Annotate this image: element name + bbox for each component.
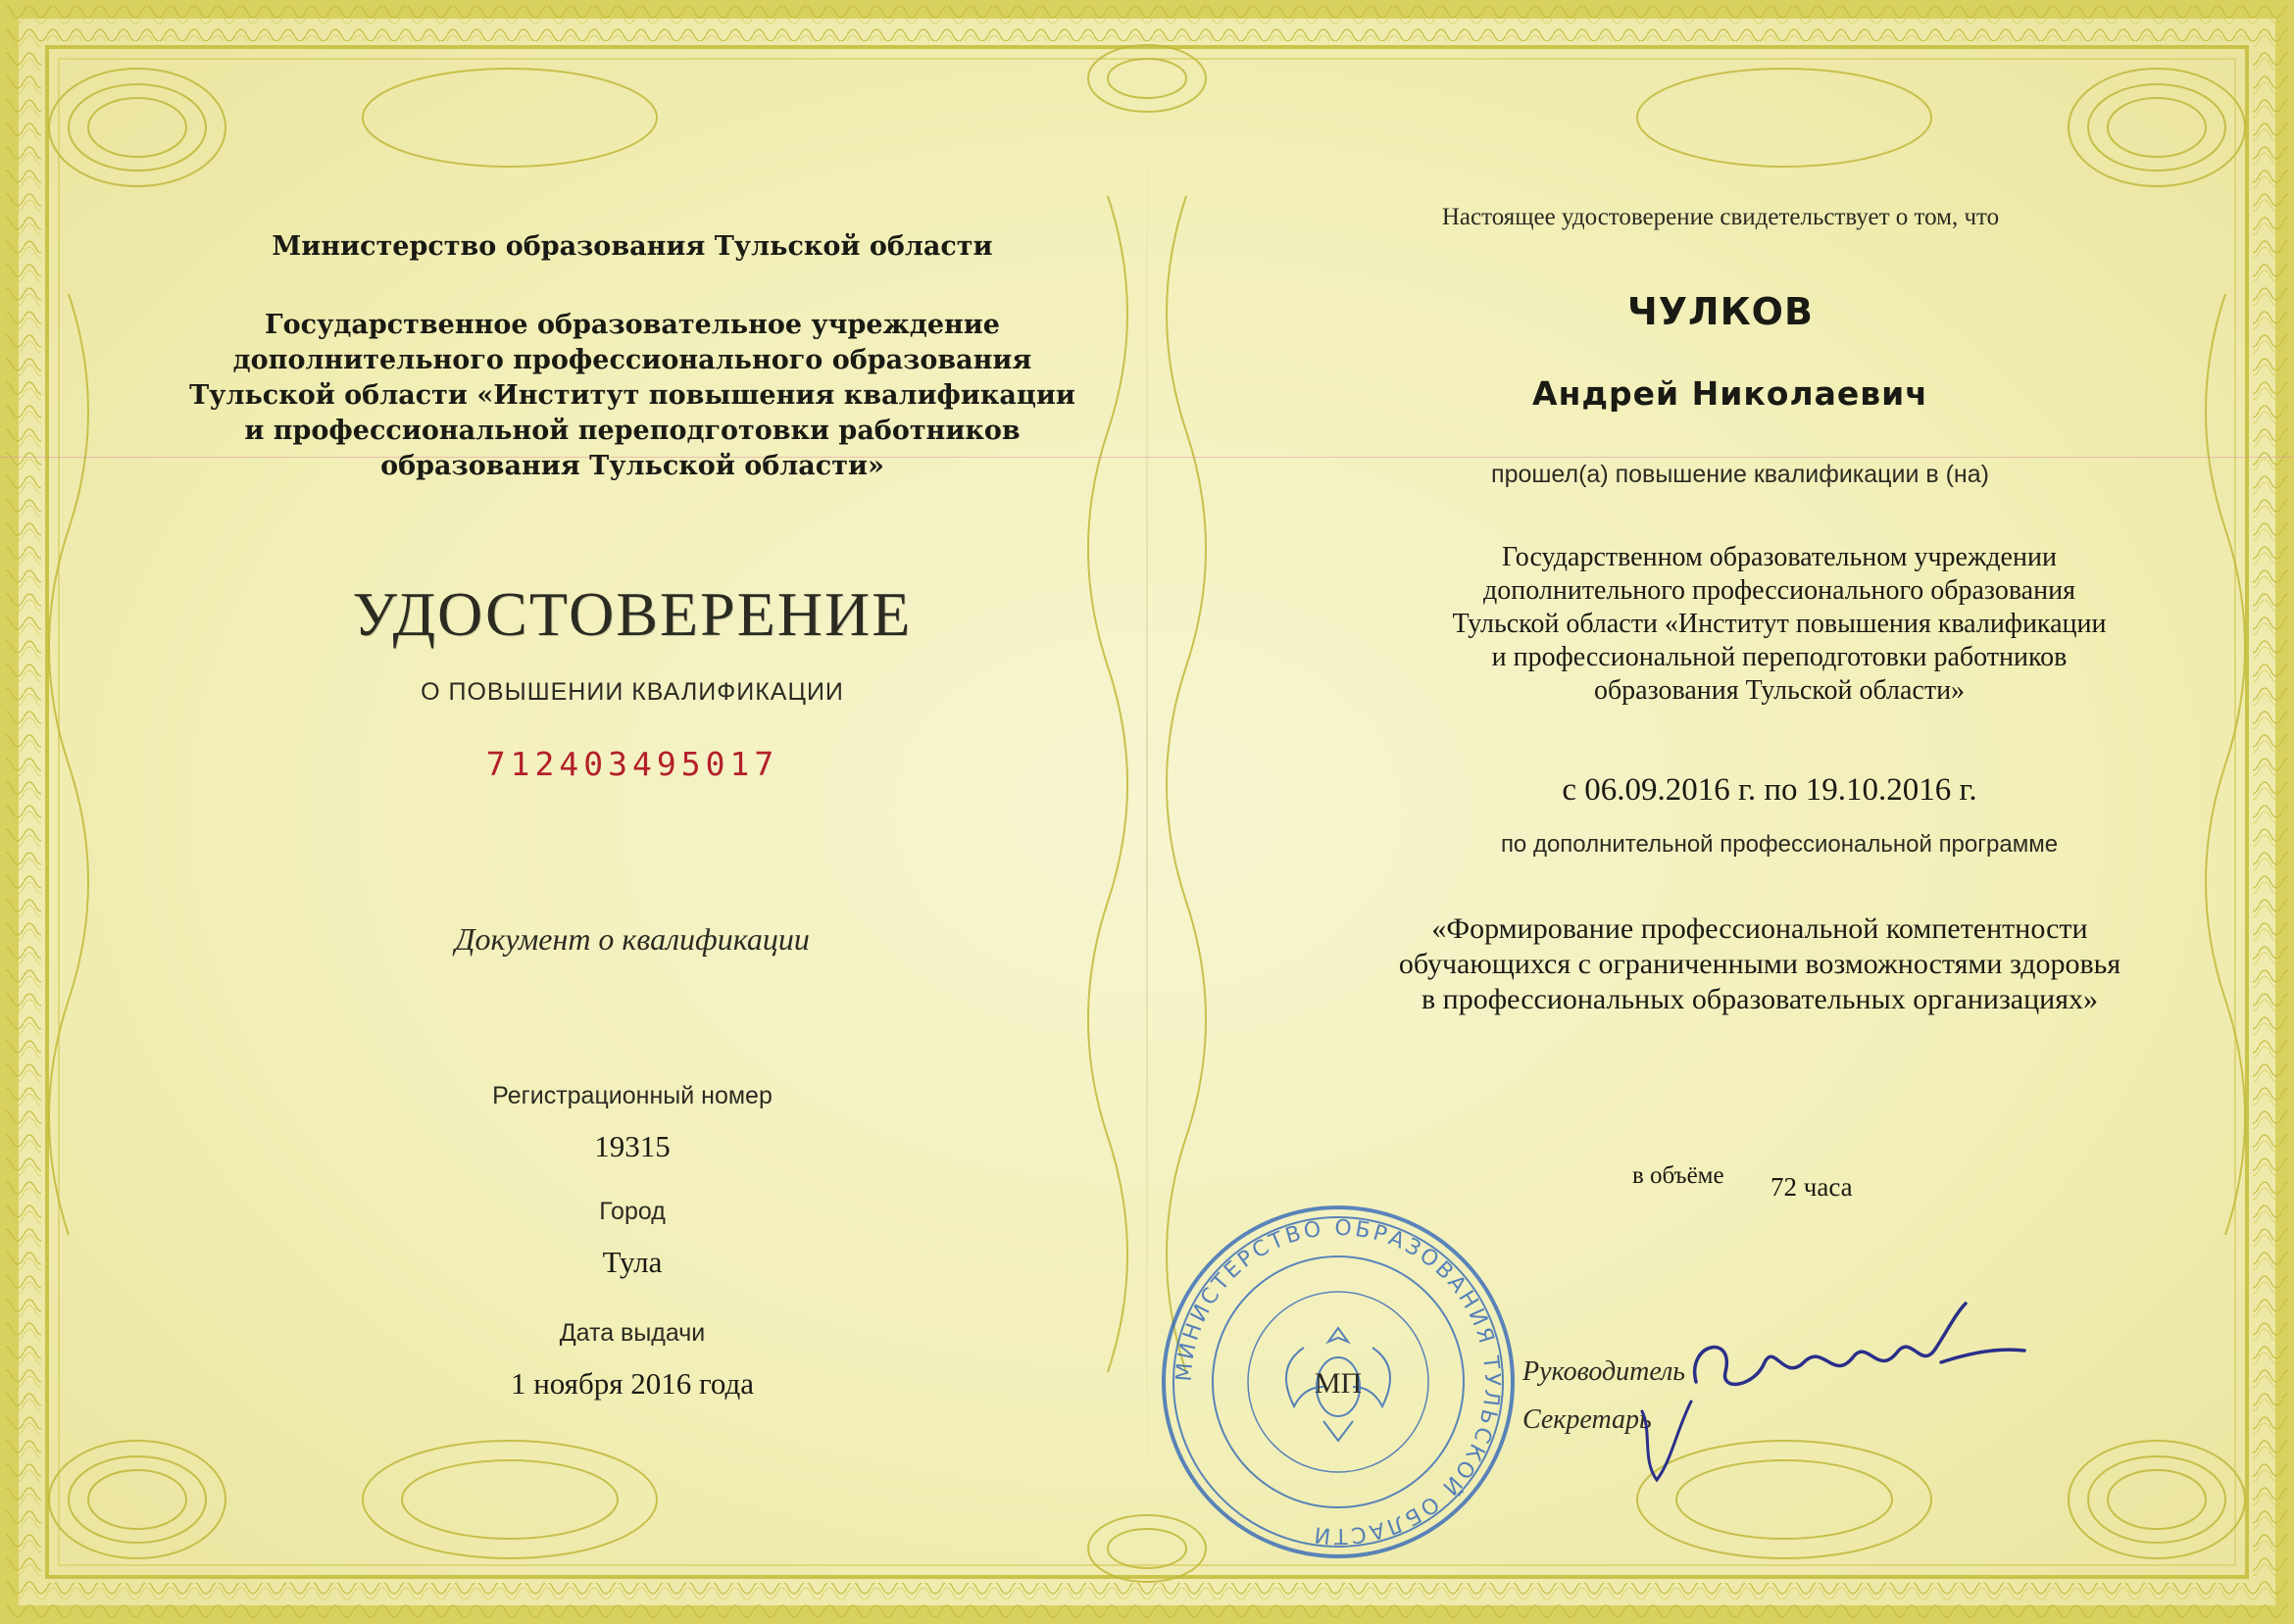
head-signature: [1676, 1294, 2029, 1421]
issuer-line: и профессиональной переподготовки работников: [244, 416, 1021, 446]
institution-line: Государственном образовательном учреждении: [1502, 542, 2057, 572]
training-institution: [1206, 541, 2294, 708]
program-title: [1186, 911, 2294, 1017]
stamp-ring-text: МИНИСТЕРСТВО ОБРАЗОВАНИЯ ТУЛЬСКОЙ ОБЛАСТИ: [1172, 1215, 1505, 1549]
secretary-signature-label: Секретарь: [1522, 1404, 1652, 1435]
institution-line: и профессиональной переподготовки работников: [1491, 642, 2068, 672]
program-line: в профессиональных образовательных организациях»: [1421, 983, 2099, 1015]
stamp-mp-label: МП: [1314, 1367, 1363, 1400]
institution-line: Тульской области «Институт повышения квалификации: [1452, 609, 2107, 639]
secretary-signature: [1632, 1392, 1701, 1490]
ministry-name: Министерство образования Тульской области: [272, 231, 993, 262]
holder-name: Андрей Николаевич: [1532, 374, 1928, 413]
issuer-line: дополнительного профессионального образования: [232, 345, 1032, 375]
training-dates: с 06.09.2016 г. по 19.10.2016 г.: [1562, 772, 1977, 808]
document-subtitle: О ПОВЫШЕНИИ КВАЛИФИКАЦИИ: [421, 678, 844, 706]
volume-label: в объёме: [1632, 1162, 1724, 1189]
reg-number-label: Регистрационный номер: [492, 1082, 773, 1109]
program-line: «Формирование профессиональной компетентности: [1431, 912, 2088, 945]
serial-number: 712403495017: [485, 745, 779, 783]
document-type: Документ о квалификации: [455, 921, 810, 957]
head-signature-label: Руководитель: [1522, 1356, 1686, 1387]
issuer-line: Тульской области «Институт повышения квалификации: [189, 380, 1075, 411]
issuer-institution: [59, 308, 1206, 484]
official-stamp: [1157, 1201, 1520, 1563]
document-title: УДОСТОВЕРЕНИЕ: [352, 579, 913, 649]
issuer-line: образования Тульской области»: [380, 451, 884, 481]
volume-value: 72 часа: [1770, 1172, 1853, 1202]
program-label: по дополнительной профессиональной программе: [1500, 831, 2059, 858]
city-label: Город: [599, 1198, 666, 1225]
issue-date-value: 1 ноября 2016 года: [510, 1366, 755, 1401]
city-value: Тула: [602, 1245, 663, 1279]
institution-line: образования Тульской области»: [1593, 675, 1966, 706]
institution-line: дополнительного профессионального образования: [1483, 575, 2075, 606]
issuer-line: Государственное образовательное учреждение: [265, 310, 1000, 340]
reg-number-value: 19315: [594, 1129, 671, 1163]
holder-surname: ЧУЛКОВ: [1627, 290, 1814, 333]
issue-date-label: Дата выдачи: [559, 1319, 706, 1347]
completed-training-text: прошел(а) повышение квалификации в (на): [1491, 461, 1989, 488]
certifies-intro: Настоящее удостоверение свидетельствует о том, что: [1441, 204, 2000, 230]
program-line: обучающихся с ограниченными возможностями здоровья: [1398, 948, 2121, 980]
